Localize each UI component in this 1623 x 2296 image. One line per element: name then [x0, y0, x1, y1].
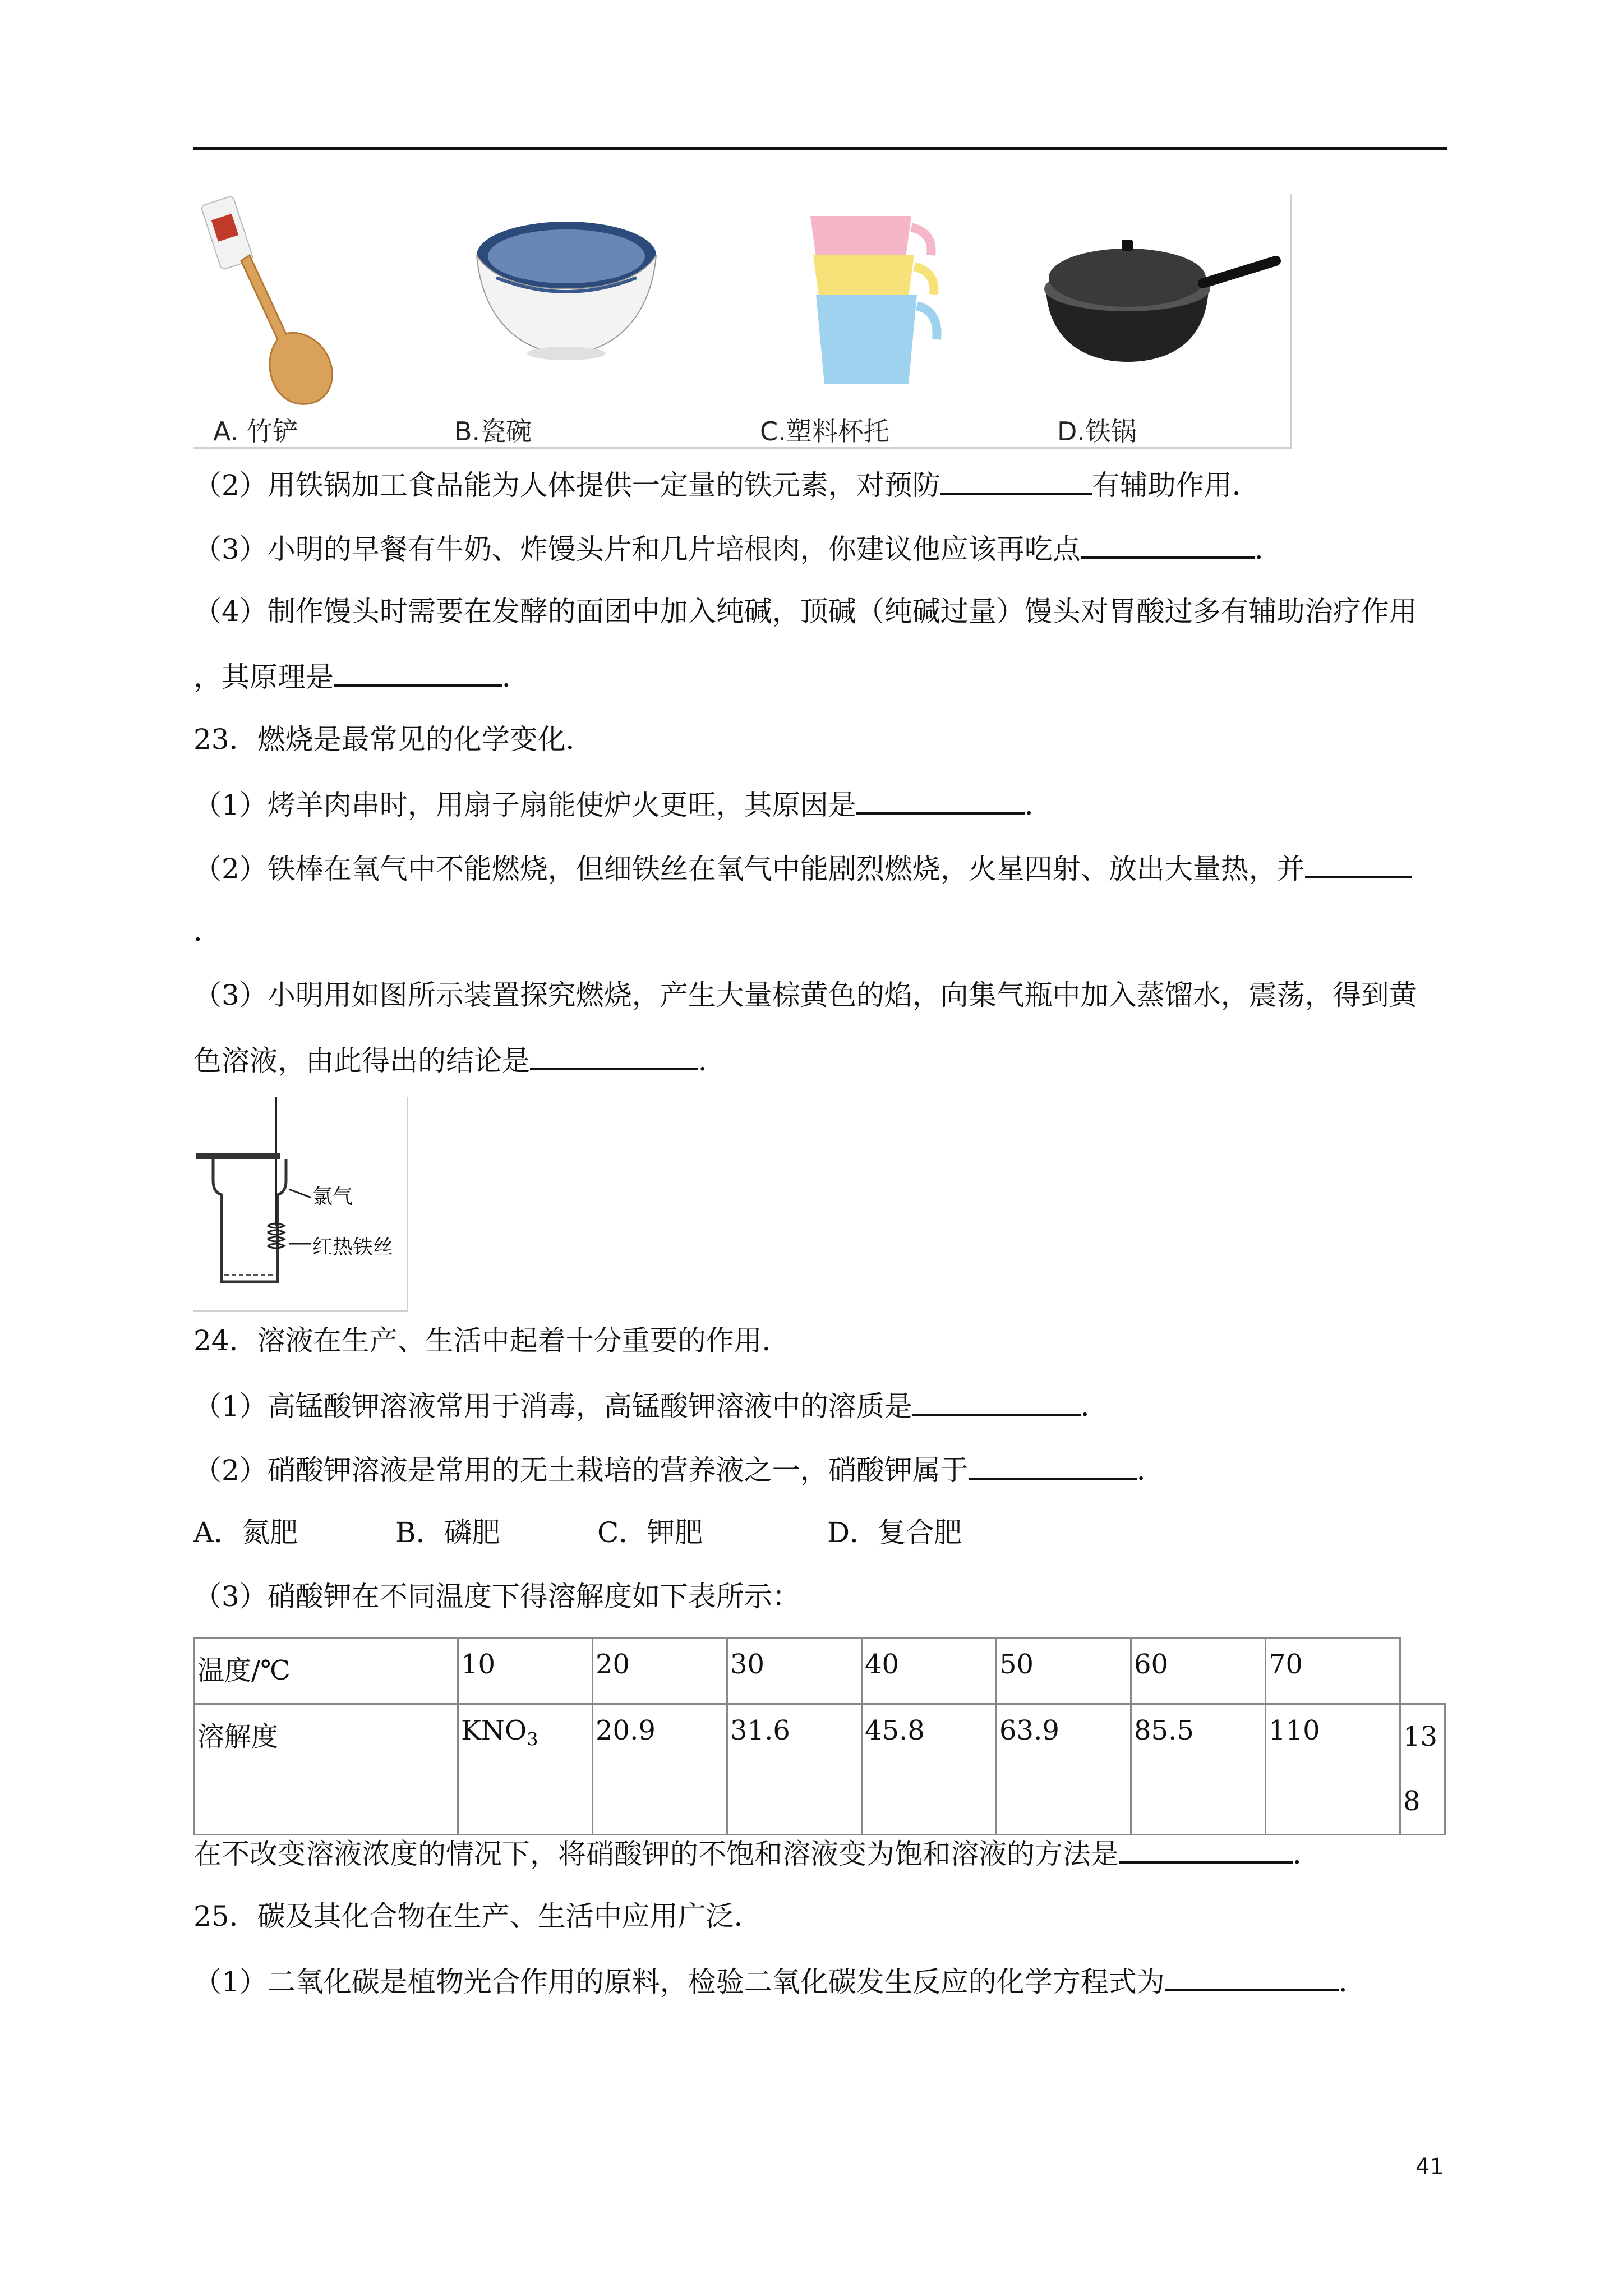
bamboo-spatula-figure — [193, 194, 429, 447]
page-number: 41 — [1415, 2154, 1444, 2180]
answer-blank[interactable] — [940, 467, 1092, 495]
option-b: B．磷肥 — [395, 1516, 500, 1549]
q24-part4: 在不改变溶液浓度的情况下，将硝酸钾的不饱和溶液变为饱和溶液的方法是 ． — [193, 1835, 1321, 1871]
answer-blank[interactable] — [530, 1042, 698, 1070]
caption-c: C.塑料杯托 — [760, 416, 889, 447]
q22-part4-line2: ，其原理是 ． — [193, 659, 530, 694]
q22-part2: （2）用铁锅加工食品能为人体提供一定量的铁元素，对预防 有辅助作用． — [193, 467, 1260, 502]
option-d: D．复合肥 — [827, 1516, 962, 1549]
caption-a: A. 竹铲 — [213, 416, 298, 447]
solubility-table — [193, 1637, 1446, 1835]
kitchenware-figure — [193, 194, 1292, 449]
q25-title: 25．碳及其化合物在生产、生活中应用广泛． — [193, 1900, 762, 1932]
answer-blank[interactable] — [1305, 850, 1412, 878]
gas-jar-apparatus-icon — [193, 1097, 407, 1310]
iron-wok-icon — [1035, 194, 1290, 447]
q24-part3: （3）硝酸钾在不同温度下得溶解度如下表所示： — [193, 1580, 800, 1613]
caption-d: D.铁锅 — [1057, 416, 1137, 447]
label-iron-wire: 红热铁丝 — [312, 1236, 394, 1259]
porcelain-bowl-icon — [429, 194, 721, 447]
label-chlorine: 氯气 — [312, 1185, 353, 1208]
q24-part2: （2）硝酸钾溶液是常用的无土栽培的营养液之一，硝酸钾属于 ． — [193, 1452, 1165, 1487]
answer-blank[interactable] — [912, 1388, 1081, 1416]
q24-part1: （1）高锰酸钾溶液常用于消毒，高锰酸钾溶液中的溶质是 ． — [193, 1388, 1109, 1423]
q24-title: 24．溶液在生产、生活中起着十分重要的作用． — [193, 1324, 790, 1357]
answer-blank[interactable] — [334, 659, 502, 687]
caption-b: B.瓷碗 — [454, 416, 532, 447]
q23-part2-end: ． — [193, 915, 222, 947]
answer-blank[interactable] — [1165, 1963, 1339, 1991]
cup-holder-icon — [721, 194, 1035, 447]
q23-part3-line2: 色溶液，由此得出的结论是 ． — [193, 1042, 726, 1078]
q22-part3: （3）小明的早餐有牛奶、炸馒头片和几片培根肉，你建议他应该再吃点 ． — [193, 531, 1283, 566]
bamboo-spatula-icon — [193, 194, 429, 447]
porcelain-bowl-figure — [429, 194, 721, 447]
q23-part3-line1: （3）小明用如图所示装置探究燃烧，产生大量棕黄色的焰，向集气瓶中加入蒸馏水，震荡，得到黄 — [193, 979, 1417, 1011]
option-c: C．钾肥 — [597, 1516, 703, 1549]
q22-part4-line1: （4）制作馒头时需要在发酵的面团中加入纯碱，顶碱（纯碱过量）馒头对胃酸过多有辅助治疗作用 — [193, 595, 1417, 628]
answer-blank[interactable] — [1081, 531, 1255, 559]
combustion-apparatus-figure — [193, 1097, 408, 1312]
answer-blank[interactable] — [969, 1452, 1137, 1480]
iron-wok-figure — [1035, 194, 1290, 447]
plastic-cup-holder-figure — [721, 194, 1035, 447]
q23-title: 23．燃烧是最常见的化学变化． — [193, 723, 594, 756]
header-rule — [193, 147, 1447, 150]
answer-blank[interactable] — [856, 786, 1025, 815]
q25-part1: （1）二氧化碳是植物光合作用的原料，检验二氧化碳发生反应的化学方程式为 ． — [193, 1963, 1367, 1999]
q23-part2: （2）铁棒在氧气中不能燃烧，但细铁丝在氧气中能剧烈燃烧，火星四射、放出大量热，并 — [193, 850, 1412, 886]
q23-part1: （1）烤羊肉串时，用扇子扇能使炉火更旺，其原因是 ． — [193, 786, 1053, 822]
answer-blank[interactable] — [1119, 1835, 1293, 1864]
option-a: A．氮肥 — [193, 1516, 298, 1549]
table-row: 溶解度 $KNO_3$ 20.9 31.6 45.8 63.9 85.5 110 13 8 — [195, 1704, 1445, 1835]
table-row: 温度/℃ 10 20 30 40 50 60 70 — [195, 1638, 1445, 1704]
